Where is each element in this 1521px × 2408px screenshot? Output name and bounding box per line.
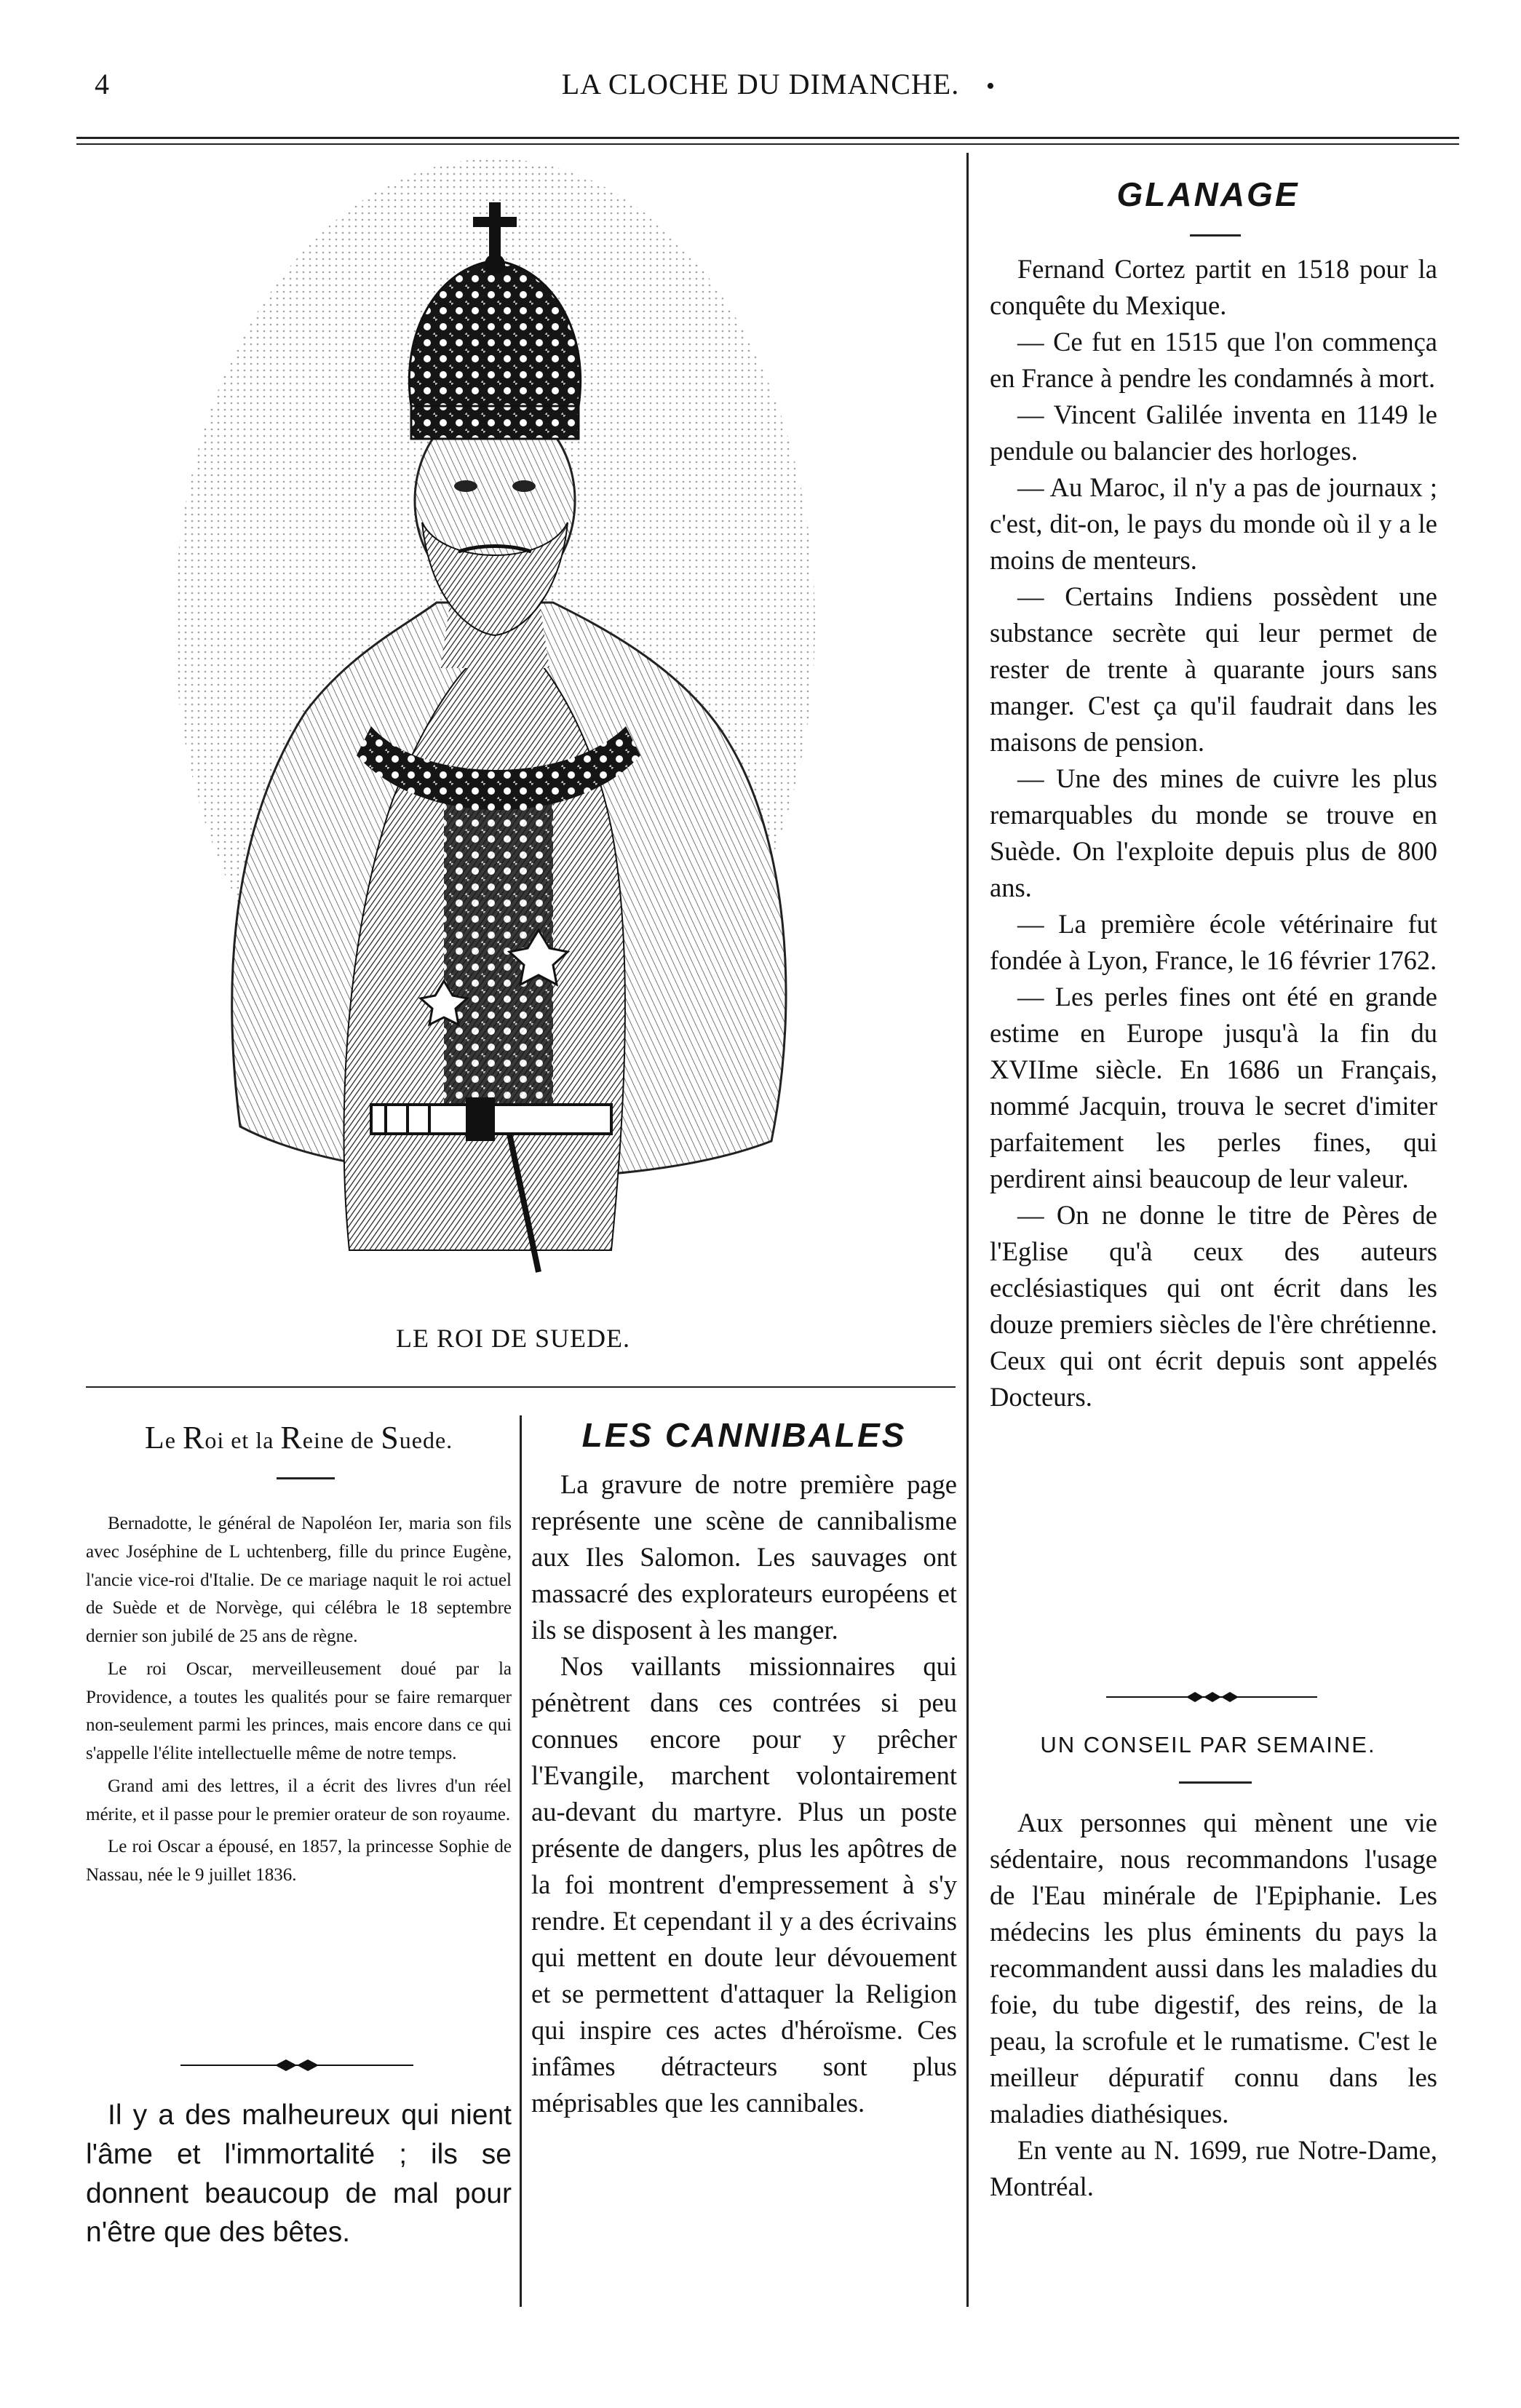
- title-smallcaps: oi et la: [204, 1427, 281, 1453]
- king-paragraph: Bernadotte, le général de Napoléon Ier, maria son fils avec Joséphine de L uchtenberg, fille du prince Eugène, l'ancie vice-roi d'Italie. De ce mariage naquit le roi actuel de Suède et de Norvège, qui célébra le 18 septembre dernier son jubilé de 25 ans de règne.: [86, 1514, 512, 1646]
- closing-quote: [86, 2096, 512, 2252]
- column-divider-middle: [520, 1415, 522, 2307]
- title-smallcaps: eine de: [302, 1427, 381, 1453]
- title-smallcaps: e: [164, 1427, 183, 1453]
- glanage-body: [990, 251, 1437, 1415]
- portrait-caption: LE ROI DE SUEDE.: [396, 1324, 630, 1353]
- conseil-title: UN CONSEIL PAR SEMAINE.: [1040, 1732, 1376, 1757]
- title-initial-r2: R: [280, 1420, 303, 1455]
- header-rule-top: [76, 137, 1459, 139]
- ornament-divider: [180, 2057, 413, 2074]
- glanage-title-separator: [1190, 234, 1241, 237]
- king-article-body: [86, 1510, 512, 1894]
- conseil-title-separator: [1179, 1781, 1252, 1784]
- king-paragraph: Le roi Oscar, merveilleusement doué par la Providence, a toutes les qualités pour se faire remarquer non-seulement parmi les princes, mais encore dans ce qui s'appelle l'élite intellectuelle même de notre temps.: [86, 1658, 512, 1763]
- title-initial-s: S: [381, 1420, 400, 1455]
- cannibales-paragraph: Nos vaillants missionnaires qui pénètrent dans ces contrées si peu connues encore pour y prêcher l'Evangile, marchent volontairement au-devant du martyre. Plus un poste présente de dangers, plus les apôtres de la foi montrent d'empressement à s'y rendre. Et cependant il y a des écrivains qui mettent en doute leur dévouement et se permettent d'attaquer la Religion qui inspire ces actes d'héroïsme. Ces infâmes détracteurs sont plus méprisables que les cannibales.: [531, 1651, 957, 2118]
- title-initial-r: R: [182, 1420, 205, 1455]
- glanage-item: — Vincent Galilée inventa en 1149 le pendule ou balancier des horloges.: [990, 400, 1437, 466]
- glanage-item: — Une des mines de cuivre les plus remarquables du monde se trouve en Suède. On l'exploite depuis plus de 800 ans.: [990, 763, 1437, 902]
- glanage-item: — Les perles fines ont été en grande estime en Europe jusqu'à la fin du XVIIme siècle. En 1686 un Français, nommé Jacquin, trouva le secret d'imiter parfaitement les perles fines, qui perdirent ainsi beaucoup de leur valeur.: [990, 982, 1437, 1193]
- king-article-title: [86, 1419, 512, 1456]
- quote-text: Il y a des malheureux qui nient l'âme et l'immortalité ; ils se donnent beaucoup de mal pour n'être que des bêtes.: [86, 2099, 512, 2249]
- cannibales-title: LES CANNIBALES: [581, 1416, 907, 1454]
- cannibales-body: [531, 1466, 957, 2121]
- cannibales-paragraph: La gravure de notre première page représente une scène de cannibalisme aux Iles Salomon. Les sauvages ont massacré des explorateurs européens et ils se disposent à les manger.: [531, 1469, 957, 1645]
- king-paragraph: Grand ami des lettres, il a écrit des livres d'un réel mérite, et il passe pour le premier orateur de son royaume.: [86, 1776, 512, 1824]
- masthead-title: LA CLOCHE DU DIMANCHE.: [561, 68, 960, 100]
- glanage-item: — Ce fut en 1515 que l'on commença en France à pendre les condamnés à mort.: [990, 327, 1437, 393]
- glanage-title: GLANAGE: [1116, 175, 1300, 213]
- glanage-item: — On ne donne le titre de Pères de l'Eglise qu'à ceux des auteurs ecclésiastiques qui ont écrit dans les douze premiers siècles de l'ère chrétienne. Ceux qui ont écrit depuis sont appelés Docteurs.: [990, 1200, 1437, 1412]
- title-initial-l: L: [144, 1420, 165, 1455]
- king-portrait-engraving: [131, 159, 859, 1294]
- king-title-separator: [277, 1477, 335, 1479]
- king-paragraph: Le roi Oscar a épousé, en 1857, la princesse Sophie de Nassau, née le 9 juillet 1836.: [86, 1837, 512, 1885]
- conseil-paragraph: Aux personnes qui mènent une vie sédentaire, nous recommandons l'usage de l'Eau minérale de l'Epiphanie. Les médecins les plus éminents du pays la recommandent aussi dans les maladies du foie, du tube digestif, des reins, de la peau, la scrofule et le rumatisme. C'est le meilleur dépuratif connu dans les maladies diathésiques.: [990, 1808, 1437, 2129]
- glanage-item: Fernand Cortez partit en 1518 pour la conquête du Mexique.: [990, 254, 1437, 320]
- ornament-divider: [1106, 1688, 1317, 1706]
- glanage-item: — La première école vétérinaire fut fondée à Lyon, France, le 16 février 1762.: [990, 909, 1437, 975]
- title-smallcaps: uede.: [399, 1427, 453, 1453]
- conseil-body: [990, 1805, 1437, 2205]
- glanage-item: — Au Maroc, il n'y a pas de journaux ; c'est, dit-on, le pays du monde où il y a le moins de menteurs.: [990, 472, 1437, 575]
- header-rule-bottom: [76, 143, 1459, 145]
- column-divider-right: [966, 153, 969, 2307]
- section-rule: [86, 1386, 956, 1388]
- conseil-paragraph: En vente au N. 1699, rue Notre-Dame, Montréal.: [990, 2135, 1437, 2201]
- header-ornament-dot: •: [986, 73, 995, 100]
- glanage-item: — Certains Indiens possèdent une substance secrète qui leur permet de rester de trente à quarante jours sans manger. C'est ça qu'il faudrait dans les maisons de pension.: [990, 581, 1437, 757]
- page-number: 4: [95, 68, 109, 100]
